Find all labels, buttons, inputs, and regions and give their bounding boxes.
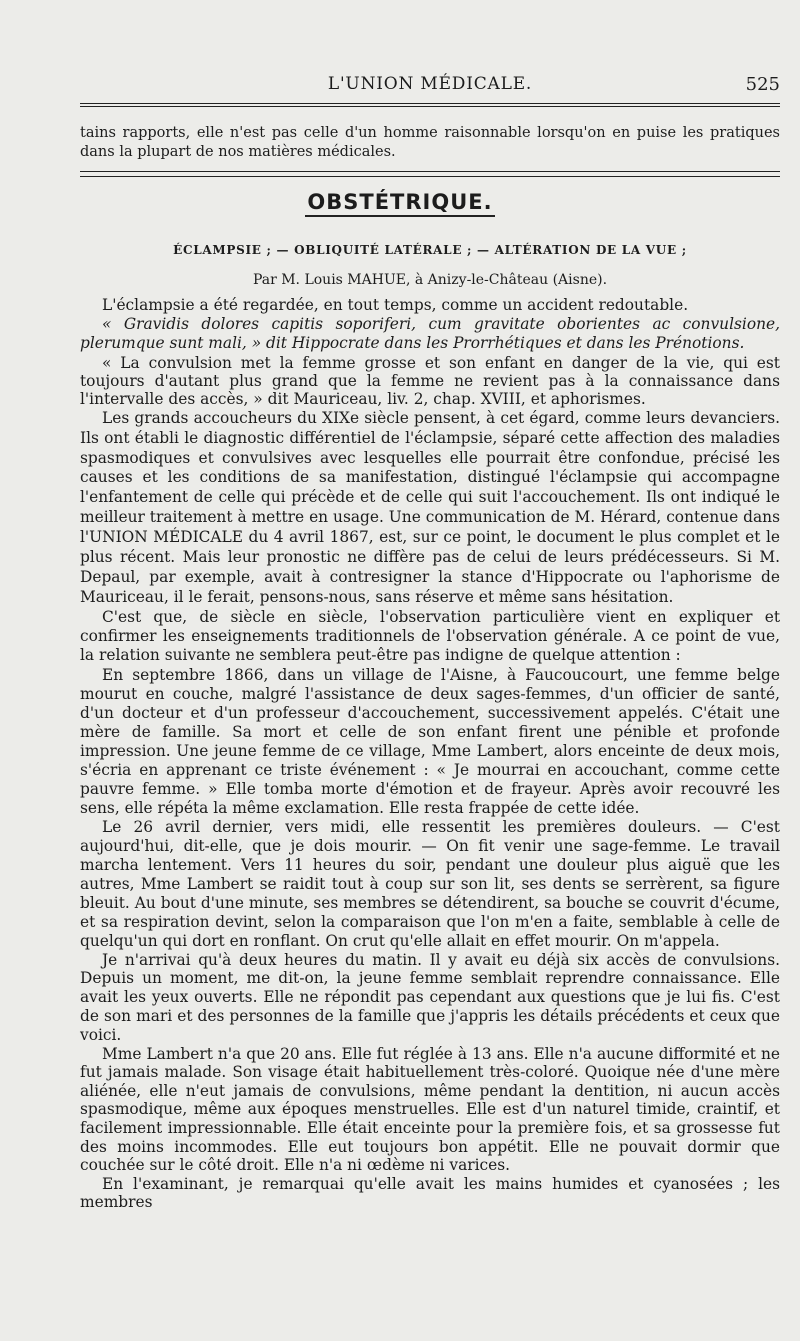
page-number: 525: [745, 74, 780, 95]
paragraph: Je n'arrivai qu'à deux heures du matin. Il y avait eu déjà six accès de convulsions. Depuis un moment, me dit-on, la jeune femme semblait reprendre connaissance. Elle avait les yeux ouverts. Elle ne répondit pas cependant aux questions que je lui fis. C'est de son mari et des personnes de la famille que j'appris les détails précédents et ceux que voici.: [80, 950, 780, 1044]
paragraph: C'est que, de siècle en siècle, l'observation particulière vient en expliquer et confirmer les enseignements traditionnels de l'observation générale. A ce point de vue, la relation suivante ne semblera peut-être pas indigne de quelque attention :: [80, 607, 780, 665]
section-rule-bottom: [80, 176, 780, 177]
paragraph: Le 26 avril dernier, vers midi, elle ressentit les premières douleurs. — C'est aujourd'hui, dit-elle, que je dois mourir. — On fit venir une sage-femme. Le travail marcha lentement. Vers 11 heures du soir, pendant une douleur plus aiguë que les autres, Mme Lambert se raidit tout à coup sur son lit, ses dents se serrèrent, sa figure bleuit. Au bout d'une minute, ses membres se détendirent, sa bouche se couvrit d'écume, et sa respiration devint, selon la comparaison que l'on m'en a faite, semblable à celle de quelqu'un qui dort en ronflant. On crut qu'elle allait en effet mourir. On m'appela.: [80, 817, 780, 950]
paragraph: « Gravidis dolores capitis soporiferi, cum gravitate oborientes ac convulsione, plerumque sunt mali, » dit Hippocrate dans les Prorrhétiques et dans les Prénotions.: [80, 314, 780, 353]
paragraph: En septembre 1866, dans un village de l'Aisne, à Faucoucourt, une femme belge mourut en couche, malgré l'assistance de deux sages-femmes, d'un officier de santé, d'un docteur et d'un professeur d'accouchement, successivement appelés. C'était une mère de famille. Sa mort et celle de son enfant firent une pénible et profonde impression. Une jeune femme de ce village, Mme Lambert, alors enceinte de deux mois, s'écria en apprenant ce triste événement : « Je mourrai en accouchant, comme cette pauvre femme. » Elle tomba morte d'émotion et de frayeur. Après avoir recouvré les sens, elle répéta la même exclamation. Elle resta frappée de cette idée.: [80, 665, 780, 817]
article-body: [80, 296, 780, 1212]
paragraph: Les grands accoucheurs du XIXe siècle pensent, à cet égard, comme leurs devanciers. Ils ont établi le diagnostic différentiel de l'éclampsie, séparé cette affection des maladies spasmodiques et convulsives avec lesquelles elle pourrait être confondue, précisé les causes et les conditions de sa manifestation, distingué l'éclampsie qui accompagne l'enfantement de celle qui précède et de celle qui suit l'accouchement. Ils ont indiqué le meilleur traitement à mettre en usage. Une communication de M. Hérard, contenue dans l'UNION MÉDICALE du 4 avril 1867, est, sur ce point, le document le plus complet et le plus récent. Mais leur pronostic ne diffère pas de celui de leurs prédécesseurs. Si M. Depaul, par exemple, avait à contresigner la stance d'Hippocrate ou l'aphorisme de Mauriceau, il le ferait, pensons-nous, sans réserve et même sans hésitation.: [80, 408, 780, 606]
continuation-paragraph: tains rapports, elle n'est pas celle d'un homme raisonnable lorsqu'on en puise les pratiques dans la plupart de nos matières médicales.: [80, 125, 780, 160]
article-subtitle: ÉCLAMPSIE ; — OBLIQUITÉ LATÉRALE ; — ALTÉRATION DE LA VUE ;: [173, 243, 687, 257]
paragraph: « La convulsion met la femme grosse et son enfant en danger de la vie, qui est toujours d'autant plus grand que la femme ne revient pas à la connaissance dans l'intervalle des accès, » dit Mauriceau, liv. 2, chap. XVIII, et aphorismes.: [80, 353, 780, 409]
section-title-text: OBSTÉTRIQUE.: [305, 190, 494, 217]
running-title: L'UNION MÉDICALE.: [327, 74, 533, 94]
section-rule-top: [80, 171, 780, 172]
article-byline: Par M. Louis MAHUE, à Anizy-le-Château (Aisne).: [252, 272, 608, 288]
header-rule: [80, 103, 780, 107]
page-header: [80, 74, 780, 98]
paragraph: Mme Lambert n'a que 20 ans. Elle fut réglée à 13 ans. Elle n'a aucune difformité et ne fut jamais malade. Son visage était habituellement très-coloré. Quoique née d'une mère aliénée, elle n'eut jamais de convulsions, même pendant la dentition, ni aucun accès spasmodique, même aux époques menstruelles. Elle est d'un naturel timide, craintif, et facilement impressionnable. Elle était enceinte pour la première fois, et sa grossesse fut des moins incommodes. Elle eut toujours bon appétit. Elle ne pouvait dormir que couchée sur le côté droit. Elle n'a ni œdème ni varices.: [80, 1044, 780, 1175]
paragraph: En l'examinant, je remarquai qu'elle avait les mains humides et cyanosées ; les membres: [80, 1174, 780, 1212]
section-title: [0, 190, 800, 214]
paragraph: L'éclampsie a été regardée, en tout temps, comme un accident redoutable.: [102, 296, 689, 314]
